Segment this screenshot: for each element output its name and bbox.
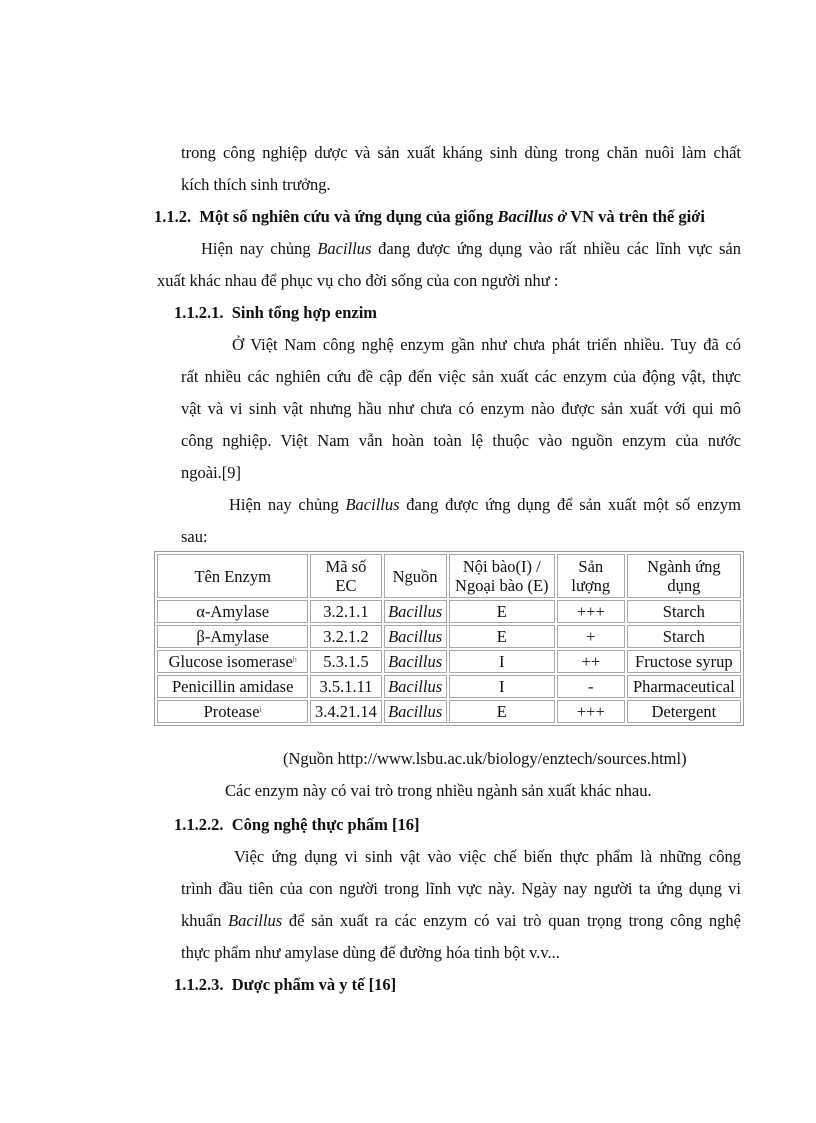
paragraph-line: xuất khác nhau để phục vụ cho đời sống của con người như : [157, 271, 559, 290]
cell-yield: ++ [557, 650, 625, 673]
bacillus-term: Bacillus [497, 207, 554, 226]
paragraph-line: công nghiệp. Việt Nam vẫn hoàn toàn lệ thuộc vào nguồn enzym của nước [181, 431, 741, 450]
cell-yield: - [557, 675, 625, 698]
cell-name: Protease$^i$ [157, 700, 308, 723]
table-row [157, 675, 741, 698]
cell-location: I [449, 675, 555, 698]
footnote-link[interactable]: h [292, 655, 297, 664]
section-heading-1-1-2-1 [174, 302, 377, 324]
paragraph-line: khuẩn Bacillus để sản xuất ra các enzym có vai trò quan trọng trong công nghệ [181, 911, 742, 930]
section-heading-1-1-2 [154, 206, 746, 228]
cell-name: Glucose isomerase$^h$ [157, 650, 308, 673]
cell-yield: + [557, 625, 625, 648]
cell-source: Bacillus [384, 650, 447, 673]
table-source-caption: (Nguồn http://www.lsbu.ac.uk/biology/enztech/sources.html) [283, 749, 687, 768]
heading-text-part: Một số nghiên cứu và ứng dụng của giống [199, 207, 498, 226]
paragraph-line: kích thích sinh trưởng. [181, 175, 331, 194]
cell-location: E [449, 625, 555, 648]
cell-source: Bacillus [384, 600, 447, 623]
header-cell-name: Tên Enzym [157, 554, 308, 598]
paragraph-line: Việc ứng dụng vi sinh vật vào việc chế biến thực phẩm là những công [234, 847, 741, 866]
heading-text-part: ở VN và trên thế giới [557, 207, 705, 226]
table-row [157, 650, 741, 673]
bacillus-term: Bacillus [228, 911, 283, 930]
heading-number: 1.1.2.2. [174, 815, 224, 834]
bacillus-term: Bacillus [345, 495, 400, 514]
cell-ec: 3.5.1.11 [310, 675, 381, 698]
cell-ec: 3.2.1.2 [310, 625, 381, 648]
cell-ec: 3.2.1.1 [310, 600, 381, 623]
cell-name: Penicillin amidase [157, 675, 308, 698]
heading-text: Dược phẩm và y tế [16] [231, 975, 397, 994]
cell-name: α-Amylase [157, 600, 308, 623]
cell-industry: Pharmaceutical [627, 675, 741, 698]
cell-ec: 3.4.21.14 [310, 700, 381, 723]
cell-source: Bacillus [384, 625, 447, 648]
bacillus-term: Bacillus [317, 239, 372, 258]
header-cell-ec: Mã số EC [310, 554, 381, 598]
cell-location: I [449, 650, 555, 673]
heading-number: 1.1.2. [154, 207, 192, 226]
paragraph-line: Hiện nay chủng Bacillus đang được ứng dụng vào rất nhiều các lĩnh vực sản [201, 239, 741, 258]
header-cell-source: Nguồn [384, 554, 447, 598]
cell-source: Bacillus [384, 675, 447, 698]
paragraph-line: rất nhiều các nghiên cứu đề cập đến việc sản xuất các enzym của động vật, thực [181, 367, 741, 386]
cell-yield: +++ [557, 600, 625, 623]
heading-number: 1.1.2.1. [174, 303, 224, 322]
cell-location: E [449, 700, 555, 723]
table-row [157, 700, 741, 723]
paragraph-line: sau: [181, 527, 208, 546]
cell-yield: +++ [557, 700, 625, 723]
enzyme-table [154, 551, 744, 726]
paragraph-line: vật và vi sinh vật nhưng hầu như chưa có enzym nào được sản xuất với qui mô [181, 399, 741, 418]
cell-industry: Starch [627, 600, 741, 623]
heading-number: 1.1.2.3. [174, 975, 224, 994]
cell-name: β-Amylase [157, 625, 308, 648]
cell-industry: Detergent [627, 700, 741, 723]
cell-ec: 5.3.1.5 [310, 650, 381, 673]
table-header-row [157, 554, 741, 598]
paragraph-line: thực phẩm như amylase dùng để đường hóa tinh bột v.v... [181, 943, 560, 962]
footnote-link[interactable]: i [259, 705, 262, 714]
heading-text: Công nghệ thực phẩm [16] [231, 815, 420, 834]
heading-text: Sinh tổng hợp enzim [231, 303, 378, 322]
paragraph-line: Các enzym này có vai trò trong nhiều ngành sản xuất khác nhau. [225, 781, 652, 800]
cell-source: Bacillus [384, 700, 447, 723]
cell-industry: Fructose syrup [627, 650, 741, 673]
section-heading-1-1-2-3 [174, 974, 396, 996]
header-cell-industry: Ngành ứng dụng [627, 554, 741, 598]
cell-location: E [449, 600, 555, 623]
table-row [157, 600, 741, 623]
header-cell-location: Nội bào(I) / Ngoại bào (E) [449, 554, 555, 598]
table-row [157, 625, 741, 648]
paragraph-line: ngoài.[9] [181, 463, 242, 482]
paragraph-line: Hiện nay chủng Bacillus đang được ứng dụng để sản xuất một số enzym [229, 495, 741, 514]
paragraph-line: trong công nghiệp dược và sản xuất kháng sinh dùng trong chăn nuôi làm chất [181, 143, 741, 162]
paragraph-line: trình đầu tiên của con người trong lĩnh vực này. Ngày nay người ta ứng dụng vi [181, 879, 741, 898]
header-cell-yield: Sản lượng [557, 554, 625, 598]
cell-industry: Starch [627, 625, 741, 648]
paragraph-line: Ở Việt Nam công nghệ enzym gần như chưa phát triển nhiều. Tuy đã có [232, 335, 741, 354]
section-heading-1-1-2-2 [174, 814, 420, 836]
